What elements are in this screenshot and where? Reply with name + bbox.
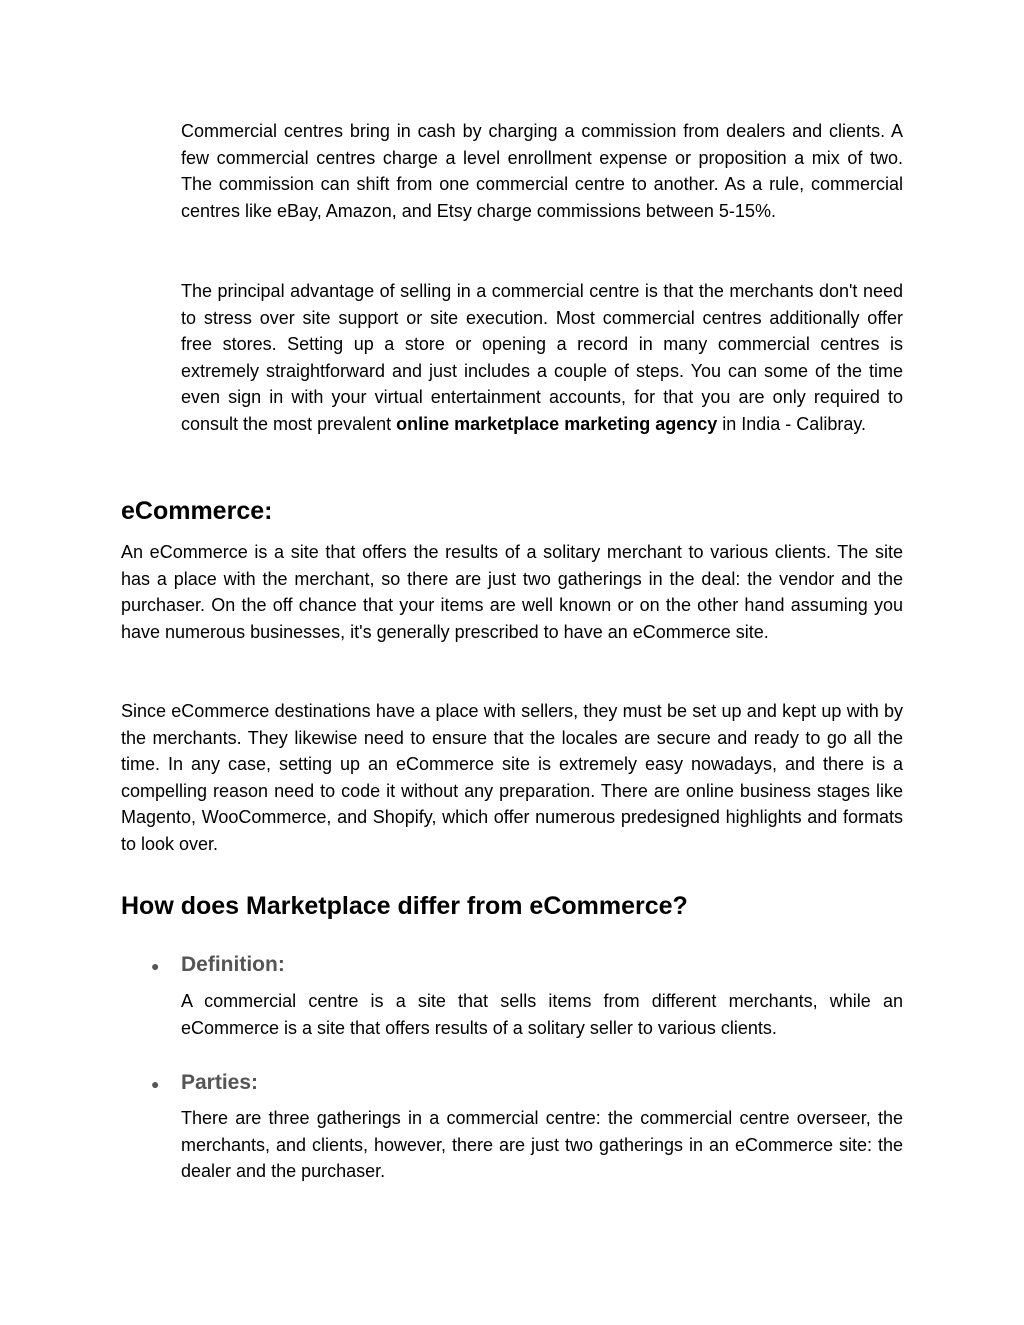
difference-heading: How does Marketplace differ from eCommerce? (121, 892, 688, 920)
ecommerce-setup-paragraph: Since eCommerce destinations have a place with sellers, they must be set up and kept up with by the merchants. They likewise need to ensure that the locales are secure and ready to go all the time. In any case, setting up an eCommerce site is extremely easy nowadays, and there is a compelling reason need to code it without any preparation. There are online business stages like Magento, WooCommerce, and Shopify, which offer numerous predesigned highlights and formats to look over. (121, 701, 903, 854)
parties-subheading: Parties: (181, 1071, 259, 1094)
parties-paragraph: There are three gatherings in a commercial centre: the commercial centre overseer, the merchants, and clients, however, there are just two gatherings in an eCommerce site: the dealer and the purchaser. (181, 1108, 903, 1181)
ecommerce-definition-paragraph: An eCommerce is a site that offers the results of a solitary merchant to various clients. The site has a place with the merchant, so there are just two gatherings in the deal: the vendor and the purchaser. On the off chance that your items are well known or on the other hand assuming you have numerous businesses, it's generally prescribed to have an eCommerce site. (121, 542, 903, 642)
definition-paragraph: A commercial centre is a site that sells items from different merchants, while an eCommerce is a site that offers results of a solitary seller to various clients. (181, 991, 903, 1038)
commission-paragraph: Commercial centres bring in cash by charging a commission from dealers and clients. A few commercial centres charge a level enrollment expense or proposition a mix of two. The commission can shift from one commercial centre to another. As a rule, commercial centres like eBay, Amazon, and Etsy charge commissions between 5-15%. (181, 121, 903, 221)
advantage-paragraph (181, 278, 903, 437)
advantage-text: The principal advantage of selling in a commercial centre is that the merchants don't need to stress over site support or site execution. Most commercial centres additionally offer free stores. Setting up a store or opening a record in many commercial centres is extremely straightforward and just includes a couple of steps. You can some of the time even sign in with your virtual entertainment accounts, for that you are only required to consult the most prevalent (181, 281, 903, 434)
ecommerce-heading: eCommerce: (121, 497, 273, 525)
definition-subheading: Definition: (181, 953, 285, 976)
bullet-icon: ● (151, 958, 160, 974)
agency-link-text: online marketplace marketing agency (396, 413, 718, 434)
bullet-icon: ● (151, 1076, 160, 1092)
advantage-tail: in India - Calibray. (717, 413, 866, 434)
